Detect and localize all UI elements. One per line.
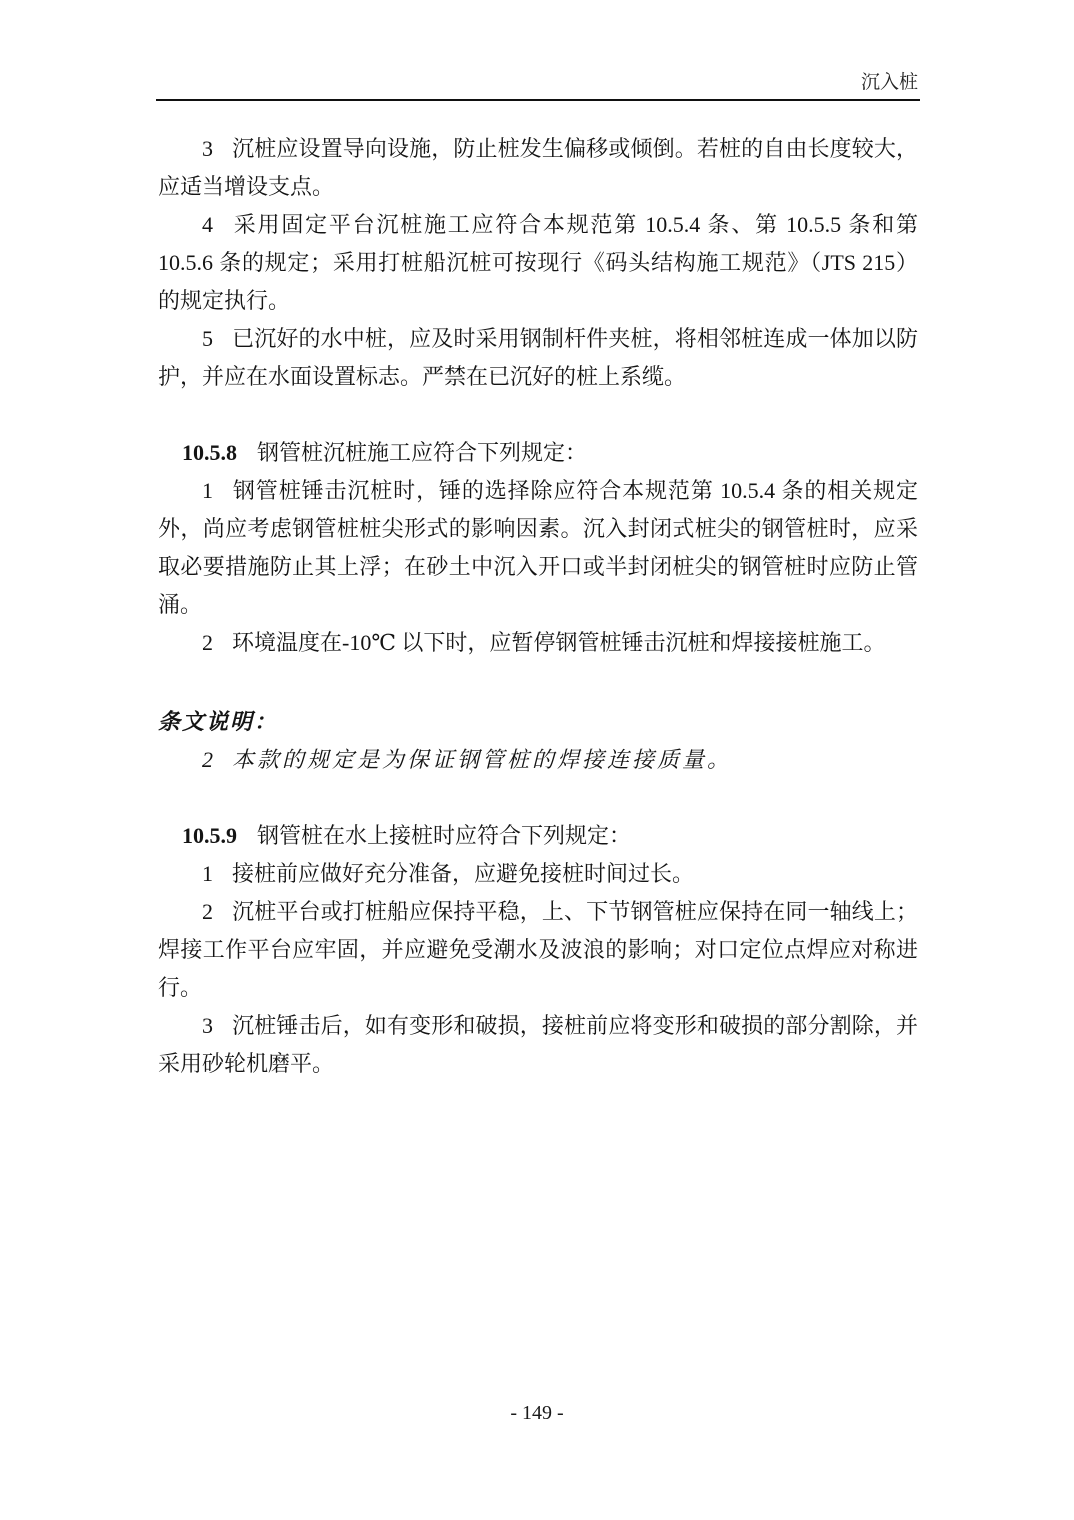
clause-paragraph [158,855,918,893]
commentary-label: 条文说明： [158,709,279,734]
clause-paragraph [158,206,918,320]
item-text: 环境温度在-10℃ 以下时，应暂停钢管桩锤击沉桩和焊接接桩施工。 [232,630,886,655]
item-text: 本款的规定是为保证钢管桩的焊接连接质量。 [232,747,733,772]
item-number: 4 [202,212,213,237]
commentary-paragraph [158,741,918,779]
item-text: 采用固定平台沉桩施工应符合本规范第 10.5.4 条、第 10.5.5 条和第 10.5.6 条的规定；采用打桩船沉桩可按现行《码头结构施工规范》（JTS 215）的规定执行。 [158,212,918,313]
section-heading-10-5-8 [158,434,918,472]
running-header [156,71,918,95]
item-number: 1 [202,861,213,886]
clause-paragraph [158,893,918,1007]
document-content [158,130,918,1083]
item-number: 2 [202,899,213,924]
item-number: 3 [202,1013,213,1038]
clause-paragraph [158,130,918,206]
item-text: 接桩前应做好充分准备，应避免接桩时间过长。 [232,861,695,886]
section-heading-10-5-9 [158,817,918,855]
running-header-title: 沉入桩 [860,72,918,93]
item-text: 钢管桩锤击沉桩时，锤的选择除应符合本规范第 10.5.4 条的相关规定外，尚应考虑钢管桩桩尖形式的影响因素。沉入封闭式桩尖的钢管桩时，应采取必要措施防止其上浮；在砂土中沉入开口或半封闭桩尖的钢管桩时应防止管涌。 [158,478,918,617]
clause-paragraph [158,624,918,662]
section-title: 钢管桩沉桩施工应符合下列规定： [257,440,588,465]
item-number: 2 [202,747,216,772]
item-text: 沉桩平台或打桩船应保持平稳，上、下节钢管桩应保持在同一轴线上；焊接工作平台应牢固，并应避免受潮水及波浪的影响；对口定位点焊应对称进行。 [158,899,918,1000]
clause-paragraph [158,320,918,396]
section-number: 10.5.8 [182,440,237,465]
clause-paragraph [158,1007,918,1083]
clause-paragraph [158,472,918,624]
header-rule [156,99,920,101]
section-number: 10.5.9 [182,823,237,848]
item-text: 沉桩应设置导向设施，防止桩发生偏移或倾倒。若桩的自由长度较大，应适当增设支点。 [158,136,918,199]
item-number: 3 [202,136,213,161]
section-title: 钢管桩在水上接桩时应符合下列规定： [257,823,632,848]
item-number: 1 [202,478,213,503]
item-number: 5 [202,326,213,351]
item-text: 沉桩锤击后，如有变形和破损，接桩前应将变形和破损的部分割除，并采用砂轮机磨平。 [158,1013,918,1076]
page-number: - 149 - [510,1402,564,1424]
item-number: 2 [202,630,213,655]
item-text: 已沉好的水中桩，应及时采用钢制杆件夹桩，将相邻桩连成一体加以防护，并应在水面设置标志。严禁在已沉好的桩上系缆。 [158,326,918,389]
